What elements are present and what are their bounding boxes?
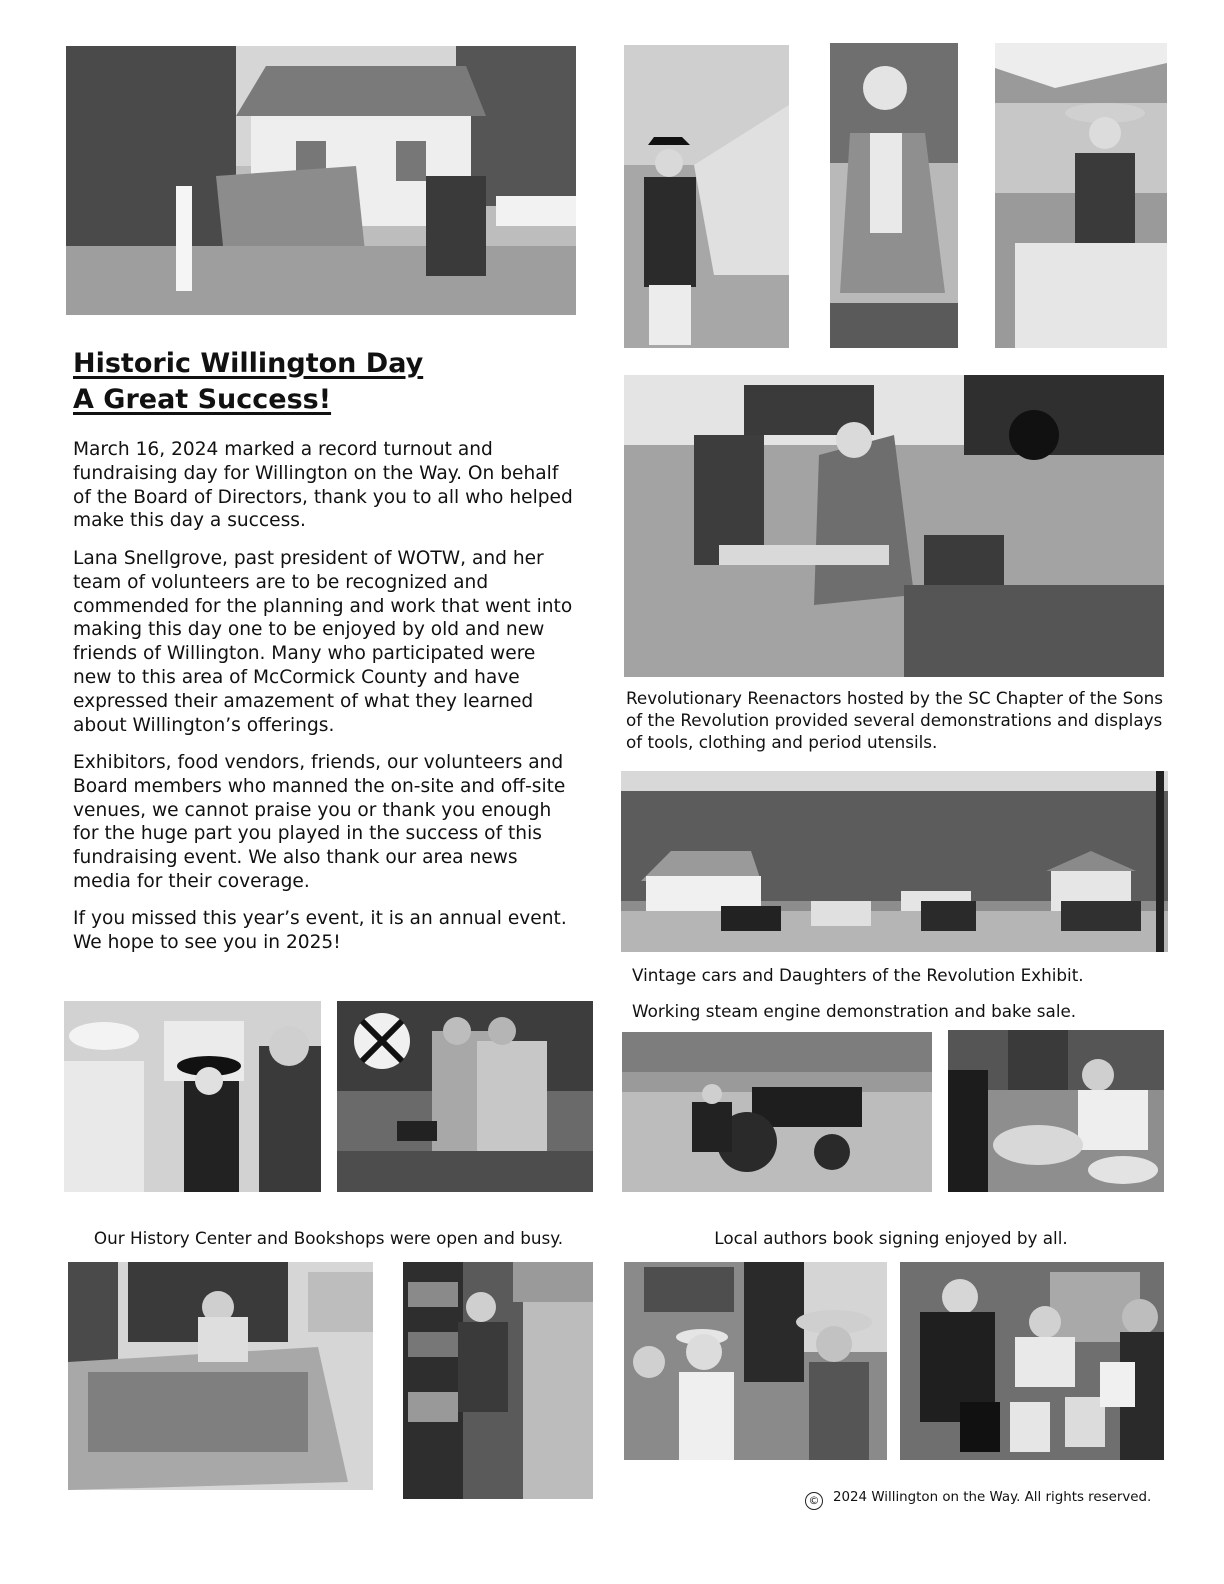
article-title: [73, 346, 573, 418]
photo-steam-engine: [622, 1032, 932, 1192]
photo-reenactor-wig: [830, 43, 958, 348]
article-title-line2: A Great Success!: [73, 384, 332, 415]
copyright-text: 2024 Willington on the Way. All rights reserved.: [833, 1490, 1152, 1505]
caption-history-center: Our History Center and Bookshops were open and busy.: [93, 1228, 564, 1248]
photo-reenactor-tricorn: [624, 45, 789, 348]
article-paragraph-3: Exhibitors, food vendors, friends, our volunteers and Board members who manned the on-site and off-site venues, we cannot praise you or thank you enough for the huge part you played in the success of this fundraising event. We also thank our area news media for their coverage.: [73, 752, 566, 892]
article-paragraph-2: Lana Snellgrove, past president of WOTW, and her team of volunteers are to be recognized and commended for the planning and work that went into making this day one to be enjoyed by old and new friends of Willington. Many who participated were new to this area of McCormick County and have expressed their amazement of what they learned about Willington’s offerings.: [73, 548, 573, 736]
photo-book-signing: [900, 1262, 1164, 1460]
photo-vintage-cars: [621, 771, 1168, 952]
caption-reenactors: Revolutionary Reenactors hosted by the SC Chapter of the Sons of the Revolution provided several demonstrations and displays of tools, clothing and period utensils.: [626, 688, 1163, 752]
photo-schoolhouse-encampment: [66, 46, 576, 315]
copyright-footer: [805, 1490, 1151, 1510]
article-title-line1: Historic Willington Day: [73, 348, 424, 379]
article-paragraph-4: If you missed this year’s event, it is an annual event. We hope to see you in 2025!: [73, 908, 567, 953]
photo-reenactor-straw-hat: [995, 43, 1167, 348]
caption-steam-engine: Working steam engine demonstration and bake sale.: [632, 1001, 1077, 1021]
photo-history-center-visitors: [64, 1001, 321, 1192]
photo-reenactor-writing: [624, 375, 1164, 677]
photo-railroad-exhibit: [337, 1001, 593, 1192]
photo-bake-sale: [948, 1030, 1164, 1192]
photo-authors-gathering: [624, 1262, 887, 1460]
photo-bookshop-diorama: [68, 1262, 373, 1490]
caption-authors: Local authors book signing enjoyed by all.: [714, 1228, 1068, 1248]
article-paragraph-1: March 16, 2024 marked a record turnout and fundraising day for Willington on the Way. On behalf of the Board of Directors, thank you to all who helped make this day a success.: [73, 439, 573, 532]
photo-bookshelves: [403, 1262, 593, 1499]
caption-vintage-cars: Vintage cars and Daughters of the Revolution Exhibit.: [632, 965, 1084, 985]
copyright-icon: ©: [805, 1492, 823, 1510]
